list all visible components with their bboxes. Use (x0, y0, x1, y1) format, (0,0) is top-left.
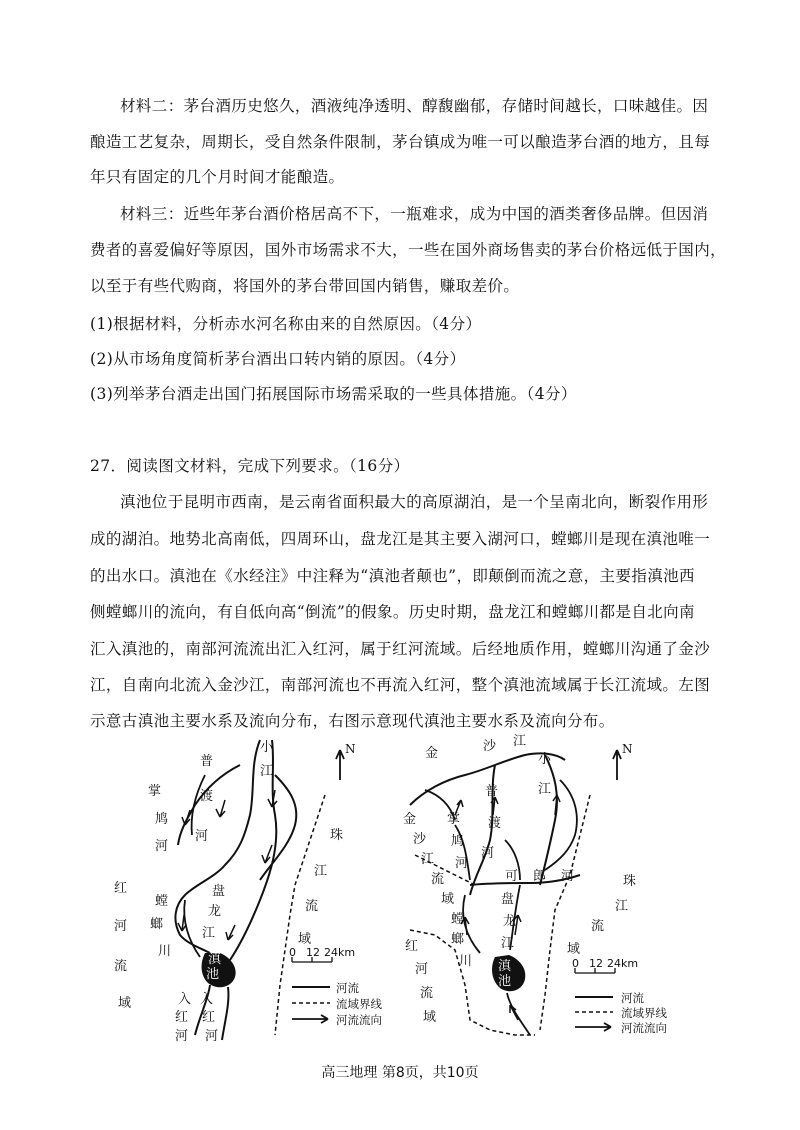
q27-line-7: 示意古滇池主要水系及流向分布，右图示意现代滇池主要水系及流向分布。 (90, 712, 615, 730)
right-label-he-1: 河 (481, 846, 495, 861)
right-scale-0: 0 (572, 957, 579, 970)
left-label-pan-1: 盘 (212, 884, 226, 899)
left-arrow-2 (216, 800, 225, 817)
q27-line-4: 侧螳螂川的流向，有自低向高“倒流”的假象。历史时期，盘龙江和螳螂川都是自北向南 (90, 603, 695, 621)
q27-line-1: 滇池位于昆明市西南，是云南省面积最大的高原湖泊，是一个呈南北向，断裂作用形 (120, 493, 709, 511)
q27-line-2: 成的湖泊。地势北高南低，四周环山，盘龙江是其主要入湖河口，螳螂川是现在滇池唯一 (90, 530, 711, 548)
right-south-inflow (507, 993, 530, 1035)
right-label-dian-2: 池 (498, 974, 512, 989)
right-label-xiao-1: 小 (538, 752, 552, 767)
left-label-ru-1: 入 (178, 992, 192, 1007)
right-arrow-6 (510, 1005, 518, 1020)
right-label-sha-1: 沙 (483, 739, 497, 754)
material2-line-1: 材料二：茅台酒历史悠久，酒液纯净透明、醇馥幽郁，存储时间越长，口味越佳。因 (120, 97, 709, 115)
right-label-hong-4: 域 (423, 1010, 437, 1025)
left-label-xiao-1: 小 (260, 740, 274, 755)
right-scale-12: 12 (589, 957, 603, 970)
material3-line-1: 材料三：近些年茅台酒价格居高不下，一瓶难求，成为中国的酒类奢侈品牌。但因消 (120, 205, 709, 223)
right-label-liu-2: 流 (431, 872, 445, 887)
right-label-tang-3: 川 (459, 954, 473, 969)
right-label-du: 渡 (488, 816, 502, 831)
right-scale-24: 24km (607, 957, 639, 970)
material3-line-2: 费者的喜爱偏好等原因，国外市场需求不大，一些在国外商场售卖的茅台价格远低于国内， (90, 241, 727, 259)
right-label-hong-3: 流 (420, 986, 434, 1001)
question-26-3: (3)列举茅台酒走出国门拓展国际市场需采取的一些具体措施。（4分） (90, 385, 577, 403)
left-legend-flow-symbol (292, 1015, 328, 1023)
left-label-dian-2: 池 (206, 967, 220, 982)
question-26-1: (1)根据材料，分析赤水河名称由来的自然原因。（4分） (90, 315, 482, 333)
right-label-jin-2: 金 (403, 812, 417, 827)
right-north-label: N (622, 742, 633, 756)
right-label-pu: 普 (485, 784, 499, 799)
left-tributary-west (192, 775, 205, 835)
right-label-hong-2: 河 (415, 962, 429, 977)
right-label-zhang-2: 鸠 (451, 834, 465, 849)
left-scale-0: 0 (289, 946, 296, 959)
q27-line-6: 江，自南向北流入金沙江，南部河流也不再流入红河，整个滇池流域属于长江流域。左图 (90, 676, 711, 694)
left-north-arrow (336, 750, 344, 780)
right-label-pan-2: 龙 (503, 914, 517, 929)
left-label-pudu-1: 普 (200, 754, 214, 769)
right-label-zhu-4: 域 (567, 942, 581, 957)
left-label-hong-4: 域 (118, 996, 132, 1011)
left-tanglang-river (184, 900, 200, 957)
left-north-label: N (345, 742, 356, 756)
left-label-pudu-3: 河 (195, 829, 209, 844)
left-scale-24: 24km (324, 946, 356, 959)
q27-line-3: 的出水口。滇池在《水经注》中注释为“滇池者颠也”，即颠倒而流之意，主要指滇池西 (90, 567, 695, 585)
left-label-ru-6: 河 (205, 1029, 219, 1044)
left-basin-boundary (275, 795, 328, 1035)
left-tributary-east (260, 775, 296, 880)
left-legend-flow: 河流流向 (336, 1013, 382, 1027)
left-label-zhu-1: 珠 (330, 828, 344, 843)
left-label-tang-1: 螳 (155, 894, 169, 909)
left-legend-river: 河流 (336, 981, 359, 995)
left-map-ancient-dianchi (100, 735, 400, 1055)
left-label-zhu-4: 域 (298, 932, 312, 947)
left-label-hong-2: 河 (114, 919, 128, 934)
left-outlet-2 (222, 987, 228, 1040)
left-label-pan-2: 龙 (208, 904, 222, 919)
right-label-hong-1: 红 (405, 939, 419, 954)
left-label-zhu-2: 江 (314, 864, 328, 879)
right-legend-river: 河流 (621, 991, 644, 1005)
left-zhangjiu-river (178, 765, 240, 845)
right-label-yu-2: 域 (441, 892, 455, 907)
right-label-zhang-1: 掌 (447, 812, 461, 827)
right-label-zhu-3: 流 (591, 919, 605, 934)
right-north-arrow (613, 750, 621, 780)
left-label-tang-2: 螂 (150, 917, 164, 932)
right-label-he-2: 河 (561, 869, 575, 884)
left-arrow-4 (262, 845, 272, 863)
right-map-modern-dianchi (395, 735, 695, 1055)
right-label-zhu-2: 江 (615, 899, 629, 914)
right-legend-flow: 河流流向 (621, 1021, 667, 1035)
left-label-dian-1: 滇 (208, 952, 222, 967)
question-27-heading: 27．阅读图文材料，完成下列要求。（16分） (90, 457, 410, 475)
right-label-zhang-3: 河 (455, 856, 469, 871)
left-label-zhu-3: 流 (305, 899, 319, 914)
left-label-ru-4: 入 (200, 992, 214, 1007)
right-label-tang-2: 螂 (451, 932, 465, 947)
left-label-xiao-2: 江 (260, 764, 274, 779)
right-legend-flow-symbol (575, 1023, 611, 1031)
right-label-ke: 可 (505, 869, 519, 884)
left-label-pudu-2: 渡 (200, 789, 214, 804)
right-label-zhu-1: 珠 (623, 874, 637, 889)
left-label-ru-5: 红 (202, 1010, 216, 1025)
left-label-ru-3: 河 (175, 1029, 189, 1044)
right-label-jin-1: 金 (425, 746, 439, 761)
left-legend-boundary: 流域界线 (336, 997, 382, 1011)
left-label-tang-3: 川 (158, 944, 172, 959)
right-label-tang-1: 螳 (451, 912, 465, 927)
right-label-pan-3: 江 (501, 936, 515, 951)
material3-line-3: 以至于有些代购商，将国外的茅台带回国内销售，赚取差价。 (90, 277, 520, 295)
left-scale-12: 12 (306, 946, 320, 959)
right-label-lang: 郎 (533, 869, 547, 884)
left-label-zhang-3: 河 (155, 839, 169, 854)
left-label-zhang-2: 鸠 (155, 812, 169, 827)
right-legend-boundary: 流域界线 (621, 1006, 667, 1020)
right-xiaojiang-river (538, 752, 557, 885)
right-label-jiang-1: 江 (513, 734, 527, 749)
right-label-sha-2: 沙 (413, 832, 427, 847)
left-label-hong-3: 流 (114, 959, 128, 974)
right-label-dian-1: 滇 (498, 959, 512, 974)
left-arrow-5 (226, 925, 235, 940)
right-label-xiao-2: 江 (538, 782, 552, 797)
right-label-jiang-2: 江 (421, 852, 435, 867)
question-26-2: (2)从市场角度简析茅台酒出口转内销的原因。（4分） (90, 350, 466, 368)
left-label-pan-3: 江 (202, 926, 216, 941)
right-basin-boundary-east (540, 795, 590, 1030)
material2-line-2: 酿造工艺复杂，周期长，受自然条件限制，茅台镇成为唯一可以酿造茅台酒的地方，且每 (90, 133, 711, 151)
right-label-pan-1: 盘 (501, 892, 515, 907)
left-label-zhang-1: 掌 (148, 784, 162, 799)
left-label-ru-2: 红 (175, 1010, 189, 1025)
page-footer: 高三地理 第8页，共10页 (321, 1065, 479, 1081)
left-label-hong-1: 红 (114, 881, 128, 896)
material2-line-3: 年只有固定的几个月时间才能酿造。 (90, 168, 345, 186)
q27-line-5: 汇入滇池的，南部河流流出汇入红河，属于红河流域。后经地质作用，螳螂川沟通了金沙 (90, 640, 711, 658)
